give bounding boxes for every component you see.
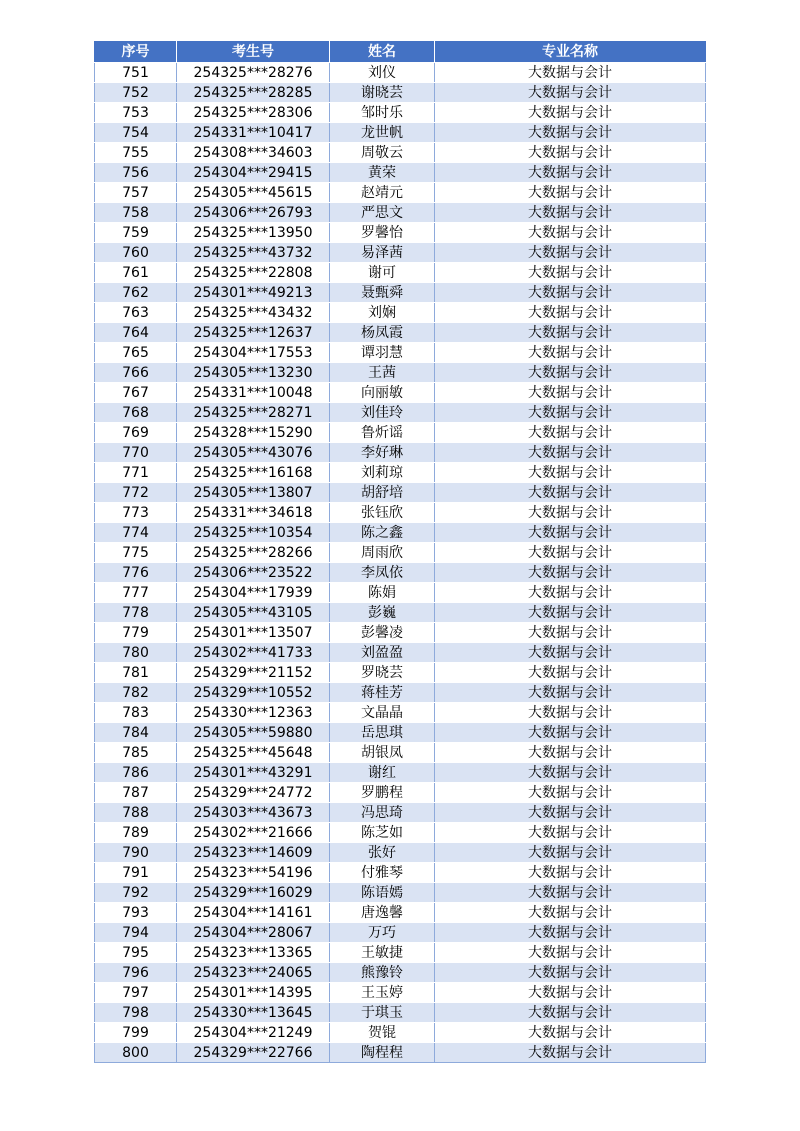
cell-seq: 754 [95, 123, 177, 143]
cell-seq: 764 [95, 323, 177, 343]
table-row [95, 203, 706, 223]
cell-name: 彭巍 [330, 603, 435, 623]
table-row [95, 883, 706, 903]
table-row [95, 823, 706, 843]
cell-seq: 781 [95, 663, 177, 683]
cell-seq: 775 [95, 543, 177, 563]
table-row [95, 563, 706, 583]
roster-sheet [94, 41, 705, 1063]
table-row [95, 923, 706, 943]
cell-major: 大数据与会计 [435, 863, 706, 883]
cell-seq: 794 [95, 923, 177, 943]
cell-seq: 776 [95, 563, 177, 583]
cell-exam-id: 254331***34618 [177, 503, 330, 523]
table-row [95, 1043, 706, 1063]
table-row [95, 743, 706, 763]
cell-major: 大数据与会计 [435, 623, 706, 643]
cell-seq: 787 [95, 783, 177, 803]
cell-seq: 780 [95, 643, 177, 663]
cell-seq: 769 [95, 423, 177, 443]
cell-exam-id: 254304***17553 [177, 343, 330, 363]
cell-major: 大数据与会计 [435, 683, 706, 703]
table-row [95, 503, 706, 523]
cell-exam-id: 254304***17939 [177, 583, 330, 603]
cell-exam-id: 254305***13230 [177, 363, 330, 383]
cell-seq: 779 [95, 623, 177, 643]
cell-seq: 756 [95, 163, 177, 183]
table-row [95, 83, 706, 103]
cell-name: 刘盈盈 [330, 643, 435, 663]
cell-exam-id: 254323***14609 [177, 843, 330, 863]
cell-major: 大数据与会计 [435, 163, 706, 183]
table-row [95, 303, 706, 323]
cell-seq: 768 [95, 403, 177, 423]
cell-seq: 762 [95, 283, 177, 303]
cell-name: 刘娴 [330, 303, 435, 323]
cell-name: 蒋桂芳 [330, 683, 435, 703]
cell-name: 王敏捷 [330, 943, 435, 963]
table-row [95, 243, 706, 263]
table-row [95, 723, 706, 743]
cell-major: 大数据与会计 [435, 803, 706, 823]
cell-exam-id: 254325***13950 [177, 223, 330, 243]
cell-name: 文晶晶 [330, 703, 435, 723]
cell-name: 张好 [330, 843, 435, 863]
cell-exam-id: 254325***12637 [177, 323, 330, 343]
table-row [95, 143, 706, 163]
cell-seq: 798 [95, 1003, 177, 1023]
header-name: 姓名 [330, 42, 435, 63]
table-row [95, 643, 706, 663]
student-roster-table [94, 41, 706, 1063]
cell-name: 胡舒培 [330, 483, 435, 503]
cell-name: 罗鹏程 [330, 783, 435, 803]
cell-name: 刘莉琼 [330, 463, 435, 483]
table-row [95, 703, 706, 723]
table-row [95, 183, 706, 203]
cell-seq: 755 [95, 143, 177, 163]
cell-name: 刘仪 [330, 63, 435, 83]
cell-major: 大数据与会计 [435, 663, 706, 683]
table-row [95, 223, 706, 243]
cell-name: 谢红 [330, 763, 435, 783]
table-row [95, 683, 706, 703]
cell-major: 大数据与会计 [435, 63, 706, 83]
table-row [95, 123, 706, 143]
cell-seq: 785 [95, 743, 177, 763]
cell-exam-id: 254305***45615 [177, 183, 330, 203]
cell-exam-id: 254305***13807 [177, 483, 330, 503]
cell-major: 大数据与会计 [435, 383, 706, 403]
cell-name: 陈芝如 [330, 823, 435, 843]
cell-name: 张钰欣 [330, 503, 435, 523]
cell-exam-id: 254329***24772 [177, 783, 330, 803]
table-row [95, 943, 706, 963]
cell-exam-id: 254304***28067 [177, 923, 330, 943]
table-row [95, 843, 706, 863]
cell-name: 谭羽慧 [330, 343, 435, 363]
cell-major: 大数据与会计 [435, 543, 706, 563]
cell-exam-id: 254331***10048 [177, 383, 330, 403]
cell-major: 大数据与会计 [435, 423, 706, 443]
cell-major: 大数据与会计 [435, 523, 706, 543]
table-row [95, 483, 706, 503]
cell-exam-id: 254323***54196 [177, 863, 330, 883]
cell-major: 大数据与会计 [435, 583, 706, 603]
cell-major: 大数据与会计 [435, 443, 706, 463]
table-row [95, 983, 706, 1003]
cell-seq: 766 [95, 363, 177, 383]
cell-exam-id: 254329***16029 [177, 883, 330, 903]
cell-exam-id: 254304***21249 [177, 1023, 330, 1043]
cell-seq: 777 [95, 583, 177, 603]
cell-seq: 792 [95, 883, 177, 903]
cell-name: 唐逸馨 [330, 903, 435, 923]
cell-seq: 799 [95, 1023, 177, 1043]
table-row [95, 383, 706, 403]
cell-major: 大数据与会计 [435, 263, 706, 283]
cell-seq: 751 [95, 63, 177, 83]
table-row [95, 763, 706, 783]
table-row [95, 863, 706, 883]
cell-exam-id: 254308***34603 [177, 143, 330, 163]
cell-name: 李好琳 [330, 443, 435, 463]
cell-name: 陈之鑫 [330, 523, 435, 543]
cell-name: 谢可 [330, 263, 435, 283]
cell-name: 鲁炘谣 [330, 423, 435, 443]
table-row [95, 623, 706, 643]
cell-major: 大数据与会计 [435, 723, 706, 743]
cell-exam-id: 254331***10417 [177, 123, 330, 143]
cell-major: 大数据与会计 [435, 1003, 706, 1023]
cell-exam-id: 254325***28306 [177, 103, 330, 123]
cell-exam-id: 254305***43076 [177, 443, 330, 463]
table-row [95, 663, 706, 683]
header-exam-id: 考生号 [177, 42, 330, 63]
cell-seq: 789 [95, 823, 177, 843]
cell-major: 大数据与会计 [435, 323, 706, 343]
cell-major: 大数据与会计 [435, 963, 706, 983]
cell-exam-id: 254325***28285 [177, 83, 330, 103]
cell-exam-id: 254301***43291 [177, 763, 330, 783]
cell-exam-id: 254305***43105 [177, 603, 330, 623]
cell-seq: 761 [95, 263, 177, 283]
table-row [95, 323, 706, 343]
cell-major: 大数据与会计 [435, 223, 706, 243]
cell-seq: 763 [95, 303, 177, 323]
cell-exam-id: 254325***45648 [177, 743, 330, 763]
cell-major: 大数据与会计 [435, 143, 706, 163]
cell-seq: 791 [95, 863, 177, 883]
cell-name: 李凤依 [330, 563, 435, 583]
cell-name: 熊豫铃 [330, 963, 435, 983]
table-row [95, 1023, 706, 1043]
cell-major: 大数据与会计 [435, 883, 706, 903]
cell-exam-id: 254301***14395 [177, 983, 330, 1003]
cell-exam-id: 254330***12363 [177, 703, 330, 723]
cell-major: 大数据与会计 [435, 103, 706, 123]
table-row [95, 543, 706, 563]
table-row [95, 63, 706, 83]
cell-name: 于琪玉 [330, 1003, 435, 1023]
cell-exam-id: 254325***43732 [177, 243, 330, 263]
cell-exam-id: 254303***43673 [177, 803, 330, 823]
cell-major: 大数据与会计 [435, 743, 706, 763]
cell-name: 龙世帆 [330, 123, 435, 143]
table-row [95, 783, 706, 803]
cell-exam-id: 254325***28271 [177, 403, 330, 423]
cell-seq: 800 [95, 1043, 177, 1063]
cell-exam-id: 254301***13507 [177, 623, 330, 643]
cell-exam-id: 254323***13365 [177, 943, 330, 963]
cell-seq: 765 [95, 343, 177, 363]
cell-exam-id: 254329***21152 [177, 663, 330, 683]
cell-seq: 757 [95, 183, 177, 203]
cell-seq: 796 [95, 963, 177, 983]
cell-name: 黄荣 [330, 163, 435, 183]
cell-exam-id: 254330***13645 [177, 1003, 330, 1023]
cell-major: 大数据与会计 [435, 243, 706, 263]
cell-name: 邹时乐 [330, 103, 435, 123]
table-row [95, 343, 706, 363]
cell-major: 大数据与会计 [435, 823, 706, 843]
cell-major: 大数据与会计 [435, 343, 706, 363]
cell-name: 胡银凤 [330, 743, 435, 763]
table-row [95, 803, 706, 823]
cell-exam-id: 254325***16168 [177, 463, 330, 483]
cell-major: 大数据与会计 [435, 503, 706, 523]
cell-major: 大数据与会计 [435, 643, 706, 663]
cell-seq: 771 [95, 463, 177, 483]
cell-name: 严思文 [330, 203, 435, 223]
cell-major: 大数据与会计 [435, 123, 706, 143]
cell-major: 大数据与会计 [435, 1043, 706, 1063]
cell-exam-id: 254304***29415 [177, 163, 330, 183]
cell-seq: 774 [95, 523, 177, 543]
cell-exam-id: 254329***10552 [177, 683, 330, 703]
cell-seq: 793 [95, 903, 177, 923]
table-row [95, 103, 706, 123]
cell-major: 大数据与会计 [435, 83, 706, 103]
header-seq: 序号 [95, 42, 177, 63]
cell-name: 陈娟 [330, 583, 435, 603]
header-major: 专业名称 [435, 42, 706, 63]
cell-major: 大数据与会计 [435, 943, 706, 963]
cell-major: 大数据与会计 [435, 923, 706, 943]
cell-major: 大数据与会计 [435, 463, 706, 483]
table-row [95, 403, 706, 423]
cell-seq: 767 [95, 383, 177, 403]
cell-seq: 752 [95, 83, 177, 103]
cell-major: 大数据与会计 [435, 303, 706, 323]
cell-exam-id: 254301***49213 [177, 283, 330, 303]
cell-exam-id: 254329***22766 [177, 1043, 330, 1063]
cell-name: 周敬云 [330, 143, 435, 163]
table-row [95, 423, 706, 443]
cell-seq: 797 [95, 983, 177, 1003]
cell-major: 大数据与会计 [435, 183, 706, 203]
cell-name: 贺锟 [330, 1023, 435, 1043]
cell-name: 陈语嫣 [330, 883, 435, 903]
cell-seq: 772 [95, 483, 177, 503]
cell-exam-id: 254323***24065 [177, 963, 330, 983]
cell-major: 大数据与会计 [435, 983, 706, 1003]
table-row [95, 523, 706, 543]
cell-exam-id: 254325***10354 [177, 523, 330, 543]
table-row [95, 263, 706, 283]
table-row [95, 963, 706, 983]
cell-name: 冯思琦 [330, 803, 435, 823]
cell-seq: 760 [95, 243, 177, 263]
cell-seq: 758 [95, 203, 177, 223]
cell-name: 聂甄舜 [330, 283, 435, 303]
cell-name: 岳思琪 [330, 723, 435, 743]
cell-name: 罗馨怡 [330, 223, 435, 243]
table-row [95, 583, 706, 603]
cell-exam-id: 254306***23522 [177, 563, 330, 583]
cell-seq: 783 [95, 703, 177, 723]
cell-seq: 782 [95, 683, 177, 703]
cell-name: 杨凤霞 [330, 323, 435, 343]
cell-exam-id: 254325***28276 [177, 63, 330, 83]
cell-name: 陶程程 [330, 1043, 435, 1063]
cell-exam-id: 254305***59880 [177, 723, 330, 743]
cell-major: 大数据与会计 [435, 703, 706, 723]
cell-name: 易泽茜 [330, 243, 435, 263]
cell-major: 大数据与会计 [435, 843, 706, 863]
cell-name: 付雅琴 [330, 863, 435, 883]
cell-major: 大数据与会计 [435, 783, 706, 803]
cell-seq: 770 [95, 443, 177, 463]
cell-seq: 784 [95, 723, 177, 743]
cell-name: 刘佳玲 [330, 403, 435, 423]
cell-seq: 759 [95, 223, 177, 243]
cell-exam-id: 254302***41733 [177, 643, 330, 663]
cell-major: 大数据与会计 [435, 203, 706, 223]
table-row [95, 283, 706, 303]
cell-major: 大数据与会计 [435, 603, 706, 623]
table-row [95, 463, 706, 483]
cell-major: 大数据与会计 [435, 903, 706, 923]
table-row [95, 903, 706, 923]
cell-name: 周雨欣 [330, 543, 435, 563]
cell-exam-id: 254325***43432 [177, 303, 330, 323]
cell-seq: 790 [95, 843, 177, 863]
table-row [95, 1003, 706, 1023]
cell-name: 向丽敏 [330, 383, 435, 403]
cell-exam-id: 254325***22808 [177, 263, 330, 283]
table-row [95, 163, 706, 183]
table-row [95, 363, 706, 383]
cell-name: 王茜 [330, 363, 435, 383]
cell-major: 大数据与会计 [435, 1023, 706, 1043]
cell-exam-id: 254304***14161 [177, 903, 330, 923]
cell-seq: 786 [95, 763, 177, 783]
cell-name: 罗晓芸 [330, 663, 435, 683]
header-row [95, 42, 706, 63]
cell-seq: 788 [95, 803, 177, 823]
cell-major: 大数据与会计 [435, 363, 706, 383]
table-row [95, 443, 706, 463]
cell-name: 赵靖元 [330, 183, 435, 203]
cell-name: 谢晓芸 [330, 83, 435, 103]
cell-major: 大数据与会计 [435, 483, 706, 503]
table-header [95, 42, 706, 63]
cell-exam-id: 254328***15290 [177, 423, 330, 443]
cell-exam-id: 254306***26793 [177, 203, 330, 223]
cell-name: 万巧 [330, 923, 435, 943]
cell-major: 大数据与会计 [435, 403, 706, 423]
cell-name: 彭馨凌 [330, 623, 435, 643]
cell-seq: 773 [95, 503, 177, 523]
table-body [95, 63, 706, 1063]
cell-major: 大数据与会计 [435, 283, 706, 303]
cell-exam-id: 254302***21666 [177, 823, 330, 843]
cell-major: 大数据与会计 [435, 563, 706, 583]
table-row [95, 603, 706, 623]
cell-major: 大数据与会计 [435, 763, 706, 783]
cell-seq: 795 [95, 943, 177, 963]
cell-name: 王玉婷 [330, 983, 435, 1003]
cell-exam-id: 254325***28266 [177, 543, 330, 563]
cell-seq: 753 [95, 103, 177, 123]
cell-seq: 778 [95, 603, 177, 623]
